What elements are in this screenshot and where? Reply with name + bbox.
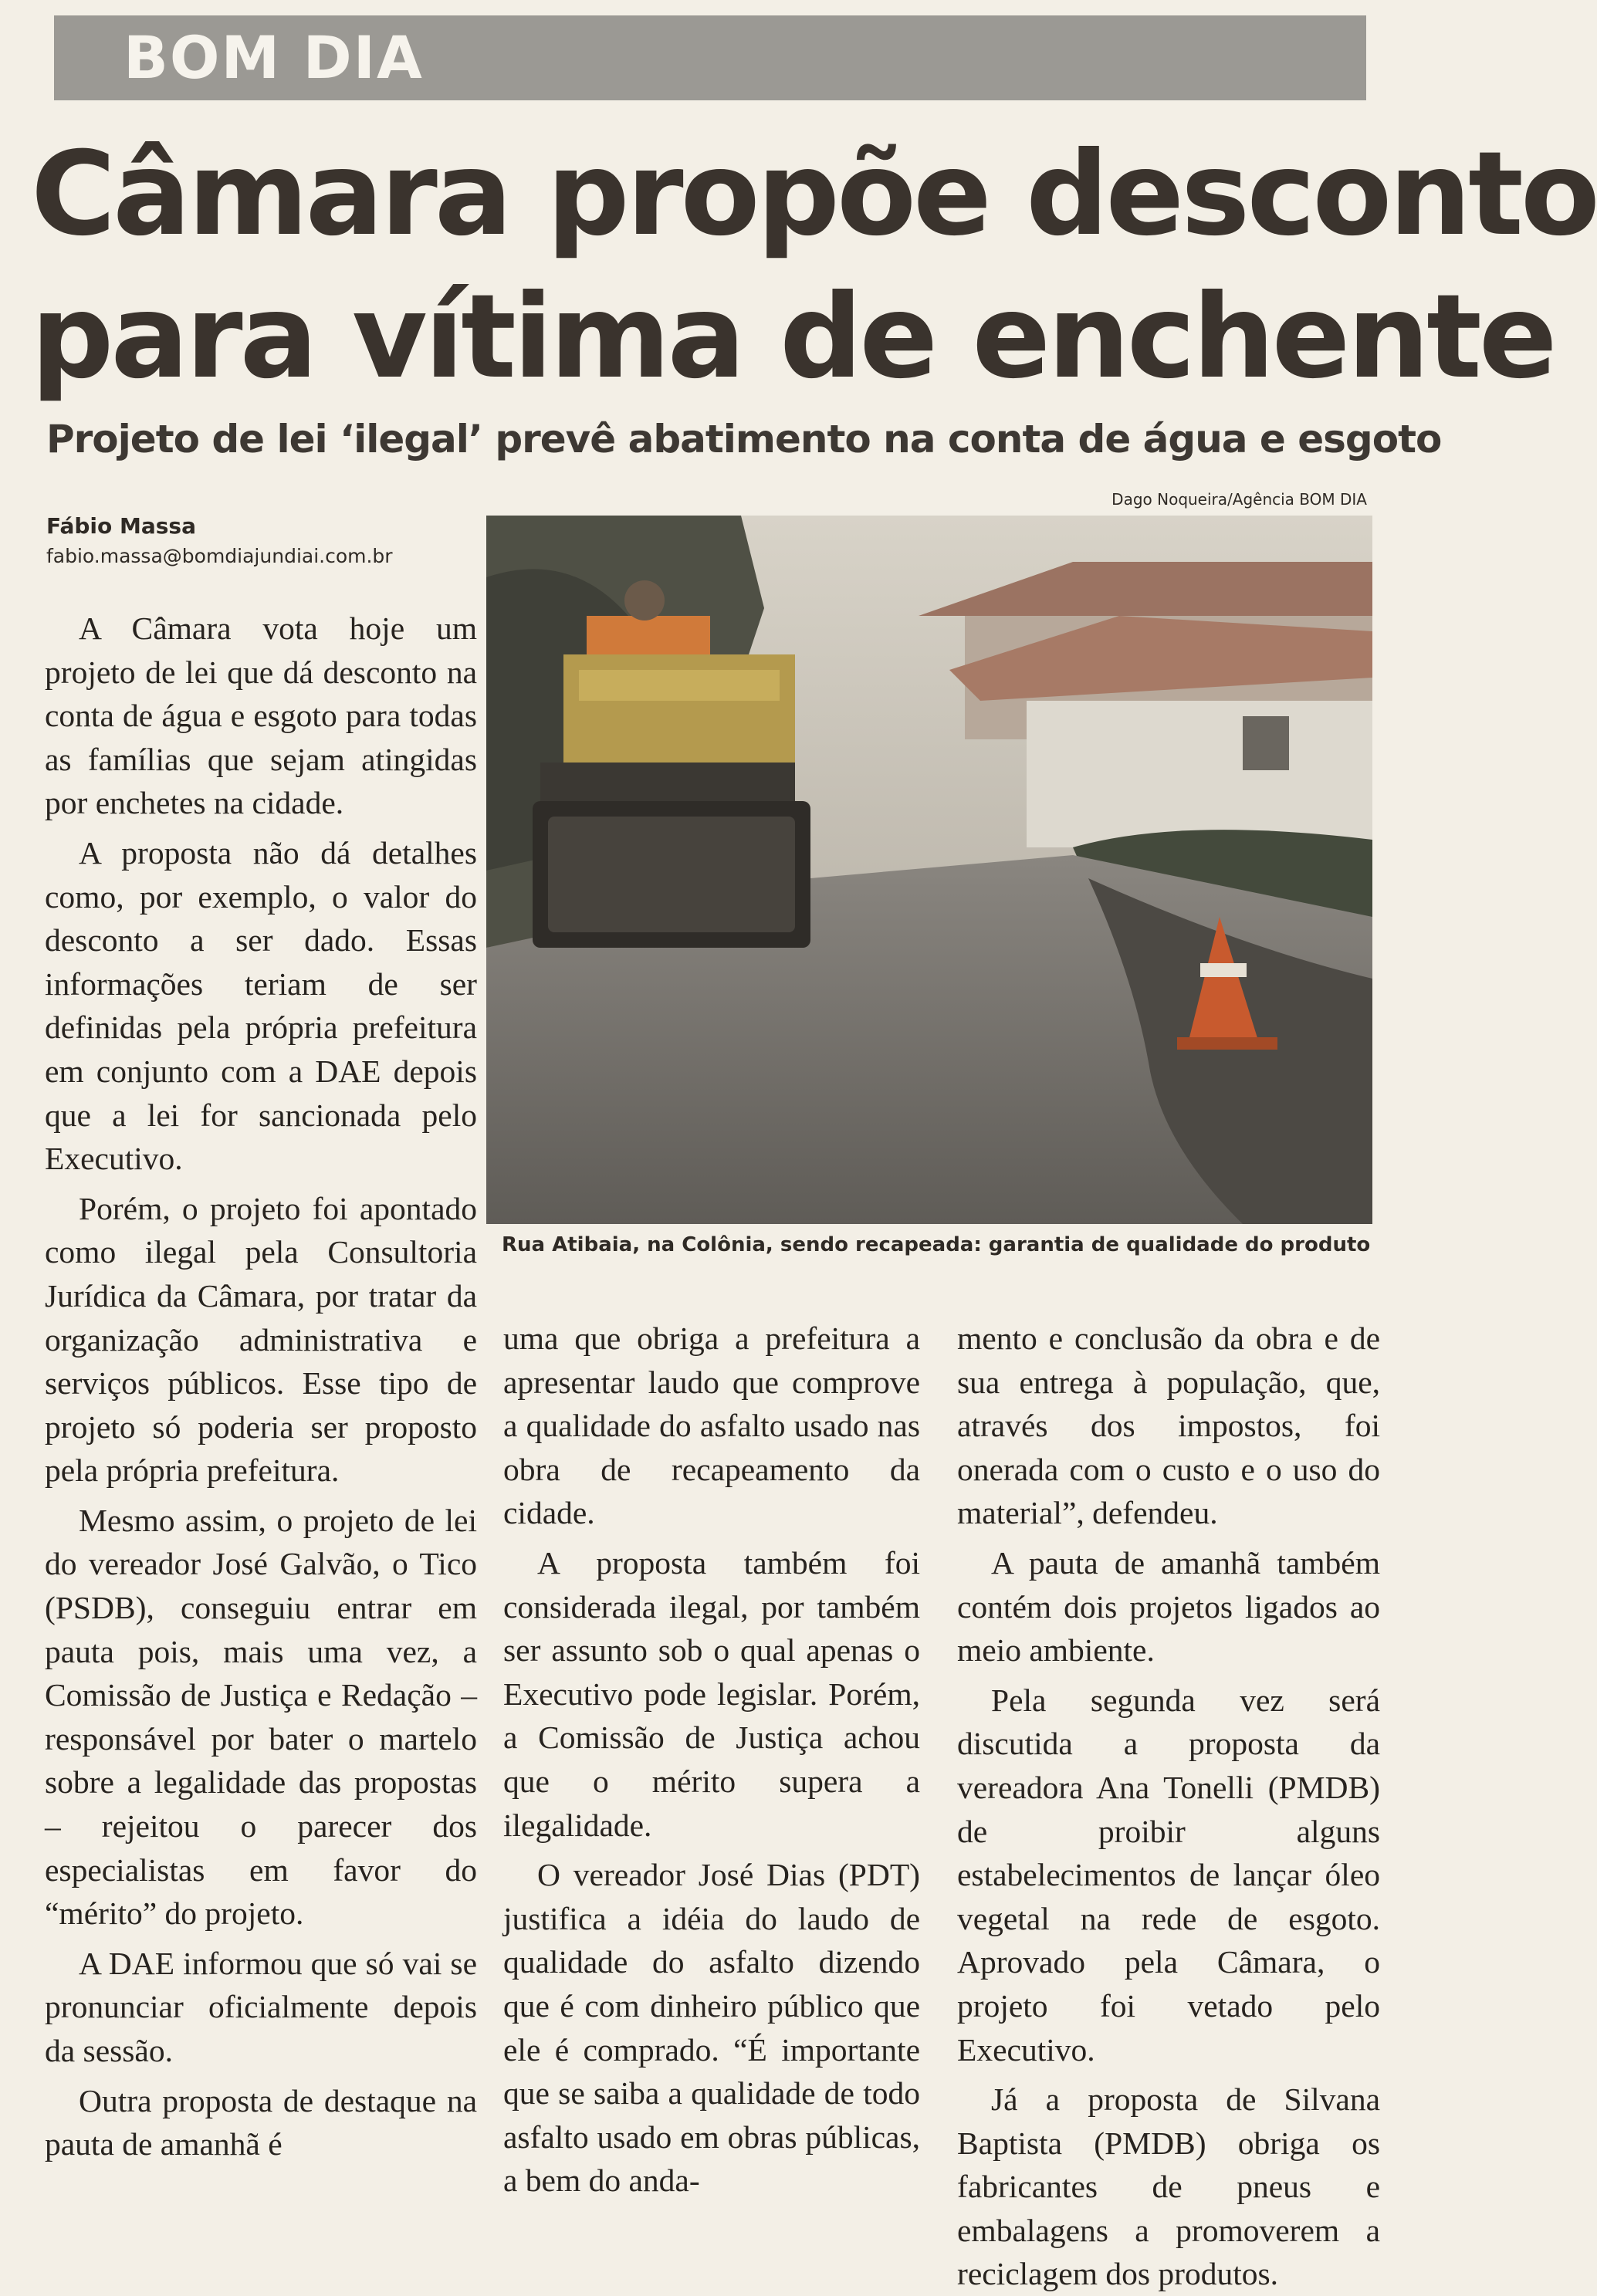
paragraph: A proposta também foi considerada ilegal, por também ser assunto sob o qual apenas o Executivo pode legislar. Porém, a Comissão de Justiça achou que o mérito supera a ilegalidade.: [503, 1544, 920, 1843]
paragraph: Mesmo assim, o projeto de lei do vereador José Galvão, o Tico (PSDB), conseguiu entrar em pauta pois, mais uma vez, a Comissão de Justiça e Redação – responsável por bater o martelo sobre a legalidade das propostas – rejeitou o parecer dos especialistas em favor do “mérito” do projeto.: [45, 1502, 477, 1932]
paragraph: Porém, o projeto foi apontado como ilegal pela Consultoria Jurídica da Câmara, por tratar da organização administrativa e serviços públicos. Esse tipo de projeto só poderia ser proposto pela própria prefeitura.: [45, 1190, 477, 1489]
article-column-1: [45, 607, 477, 2166]
paragraph: Outra proposta de destaque na pauta de amanhã é: [45, 2082, 477, 2162]
paragraph: A DAE informou que só vai se pronunciar oficialmente depois da sessão.: [45, 1945, 477, 2068]
headline-line-1: Câmara propõe desconto: [31, 127, 1597, 262]
section-label: BOM DIA: [123, 23, 424, 92]
paragraph: uma que obriga a prefeitura a apresentar laudo que comprove a qualidade do asfalto usado nas obra de recapeamento da cidade.: [503, 1320, 920, 1531]
paragraph: Pela segunda vez será discutida a proposta da vereadora Ana Tonelli (PMDB) de proibir alguns estabelecimentos de lançar óleo vegetal na rede de esgoto. Aprovado pela Câmara, o projeto foi vetado pelo Executivo.: [957, 1682, 1380, 2068]
headline-line-2: para vítima de enchente: [31, 270, 1555, 404]
paragraph: Já a proposta de Silvana Baptista (PMDB) obriga os fabricantes de pneus e embalagens a promoverem a reciclagem dos produtos.: [957, 2081, 1380, 2292]
paragraph: A proposta não dá detalhes como, por exemplo, o valor do desconto a ser dado. Essas informações teriam de ser definidas pela própria prefeitura em conjunto com a DAE depois que a lei for sancionada pelo Executivo.: [45, 834, 477, 1177]
paragraph: O vereador José Dias (PDT) justifica a idéia do laudo de qualidade do asfalto dizendo que é com dinheiro público que ele é comprado. “É importante que se saiba a qualidade de todo asfalto usado em obras públicas, a bem do anda-: [503, 1857, 920, 2199]
paragraph: mento e conclusão da obra e de sua entrega à população, que, através dos impostos, foi onerada com o custo e o uso do material”, defendeu.: [957, 1320, 1380, 1531]
photo-caption: Rua Atibaia, na Colônia, sendo recapeada: garantia de qualidade do produto: [502, 1233, 1371, 1256]
subheadline: Projeto de lei ‘ilegal’ prevê abatimento na conta de água e esgoto: [46, 417, 1442, 462]
paragraph: A Câmara vota hoje um projeto de lei que dá desconto na conta de água e esgoto para todas as famílias que sejam atingidas por enchetes na cidade.: [45, 610, 477, 821]
author-name: Fábio Massa: [46, 513, 196, 539]
byline: [46, 513, 479, 567]
article-column-2: [503, 1317, 920, 2203]
photo-credit: Dago Noqueira/Agência BOM DIA: [1111, 490, 1367, 509]
paragraph: A pauta de amanhã também contém dois projetos ligados ao meio ambiente.: [957, 1544, 1380, 1669]
author-email: fabio.massa@bomdiajundiai.com.br: [46, 545, 393, 567]
article-column-3: [957, 1317, 1380, 2296]
section-bar: [54, 15, 1366, 100]
road-roller-photo: [486, 516, 1372, 1224]
news-photo: [486, 516, 1372, 1224]
headline: [31, 123, 1597, 409]
